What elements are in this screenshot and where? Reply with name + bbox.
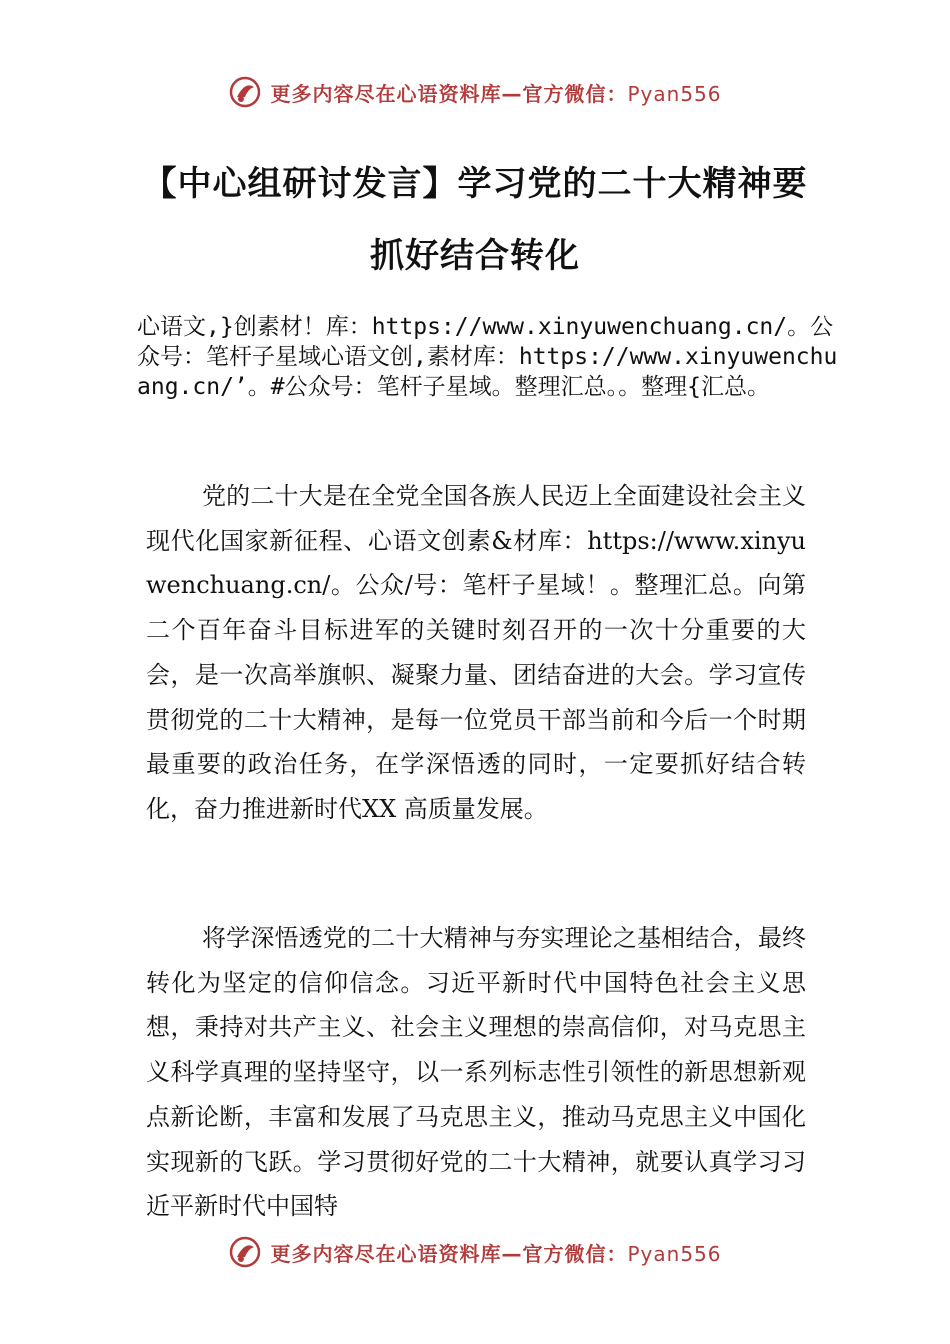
brand-logo-icon bbox=[228, 1235, 262, 1269]
banner-text: 更多内容尽在心语资料库—官方微信：Pyan556 bbox=[270, 81, 722, 106]
wechat-id: Pyan556 bbox=[627, 81, 722, 106]
body-paragraph-2: 将学深悟透党的二十大精神与夯实理论之基相结合，最终转化为坚定的信仰信念。习近平新时代中国特色社会主义思想，秉持对共产主义、社会主义理想的崇高信仰，对马克思主义科学真理的坚持坚守，以一系列标志性引领性的新思想新观点新论断，丰富和发展了马克思主义，推动马克思主义中国化实现新的飞跃。学习贯彻好党的二十大精神，就要认真学习习近平新时代中国特 bbox=[146, 924, 806, 1221]
document-title-line-1: 【中心组研讨发言】学习党的二十大精神要 bbox=[142, 164, 808, 204]
footer-banner bbox=[0, 1232, 950, 1272]
document-title-line-2: 抓好结合转化 bbox=[370, 236, 580, 276]
wechat-id: Pyan556 bbox=[627, 1241, 722, 1266]
brand-logo-icon bbox=[228, 75, 262, 109]
header-banner bbox=[0, 72, 950, 112]
banner-text: 更多内容尽在心语资料库—官方微信：Pyan556 bbox=[270, 1241, 722, 1266]
source-notice: 心语文,}创素材！库：https://www.xinyuwenchuang.cn/。公众号：笔杆子星域心语文创,素材库：https://www.xinyuwenchuang.cn/’。#公众号：笔杆子星域。整理汇总。。整理{汇总。 bbox=[137, 314, 838, 400]
body-paragraph-1: 党的二十大是在全党全国各族人民迈上全面建设社会主义现代化国家新征程、心语文创素&材库：https://www.xinyuwenchuang.cn/。公众/号：笔杆子星域！。整理汇总。向第二个百年奋斗目标进军的关键时刻召开的一次十分重要的大会，是一次高举旗帜、凝聚力量、团结奋进的大会。学习宣传贯彻党的二十大精神，是每一位党员干部当前和今后一个时期最重要的政治任务，在学深悟透的同时，一定要抓好结合转化，奋力推进新时代XX 高质量发展。 bbox=[146, 482, 806, 823]
